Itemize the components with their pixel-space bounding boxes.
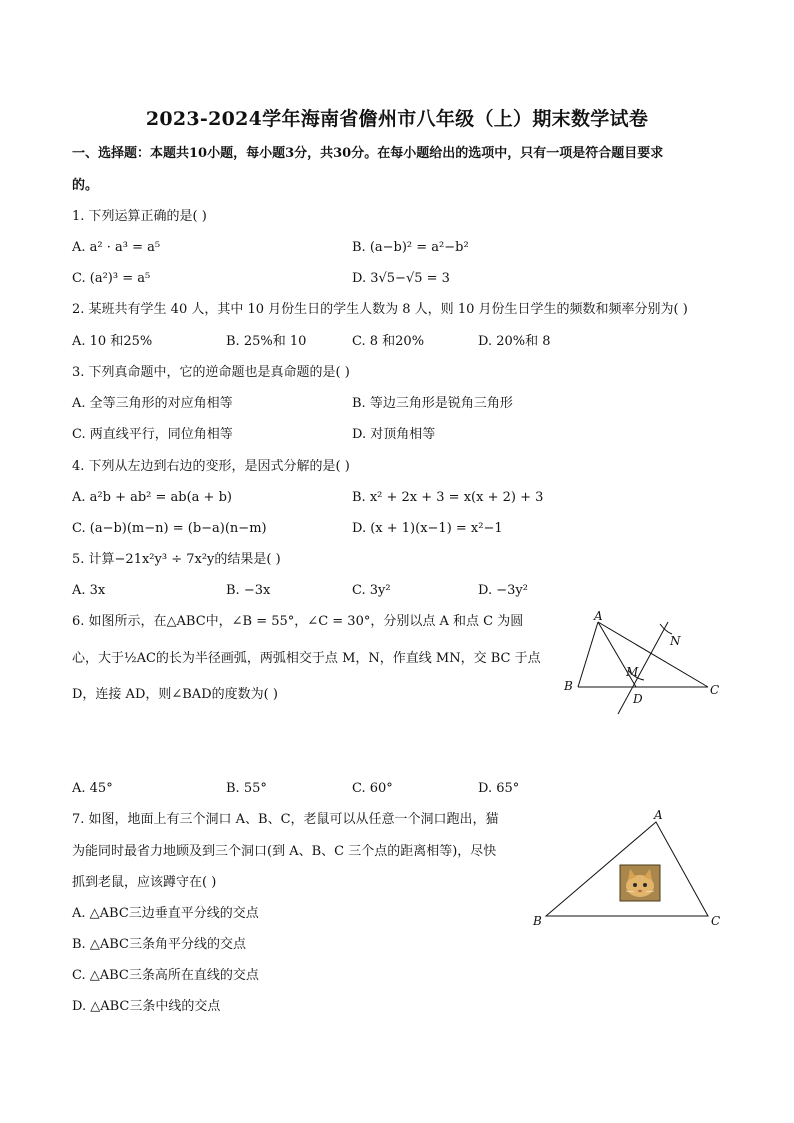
q2-option-c: C. 8 和20% bbox=[352, 334, 425, 349]
q7-stem-line3: 抓到老鼠，应该蹲守在( ) bbox=[72, 875, 217, 890]
q2-stem: 2. 某班共有学生 40 人，其中 10 月份生日的学生人数为 8 人，则 10 月份生日学生的频数和频率分别为( ) bbox=[72, 302, 688, 317]
q7-label-c: C bbox=[711, 914, 721, 928]
q5-option-d: D. −3y² bbox=[478, 583, 528, 598]
q1-option-c: C. (a²)³ = a⁵ bbox=[72, 271, 151, 286]
section-heading-line1: 一、选择题：本题共10小题，每小题3分，共30分。在每小题给出的选项中，只有一项是符合题目要求 bbox=[72, 146, 664, 161]
q1-option-d: D. 3√5−√5 = 3 bbox=[352, 271, 450, 286]
q4-option-c: C. (a−b)(m−n) = (b−a)(n−m) bbox=[72, 521, 267, 536]
q7-label-a: A bbox=[654, 808, 663, 822]
q4-stem: 4. 下列从左边到右边的变形，是因式分解的是( ) bbox=[72, 459, 350, 474]
q4-option-a: A. a²b + ab² = ab(a + b) bbox=[72, 490, 232, 505]
q7-option-c: C. △ABC三条高所在直线的交点 bbox=[72, 968, 259, 983]
q6-option-a: A. 45° bbox=[72, 781, 113, 796]
q7-option-a: A. △ABC三边垂直平分线的交点 bbox=[72, 906, 259, 921]
q1-option-a: A. a² · a³ = a⁵ bbox=[72, 240, 161, 255]
q7-stem-line2: 为能同时最省力地顾及到三个洞口(到 A、B、C 三个点的距离相等)，尽快 bbox=[72, 844, 497, 859]
q3-stem: 3. 下列真命题中，它的逆命题也是真命题的是( ) bbox=[72, 365, 350, 380]
q6-label-d: D bbox=[633, 692, 643, 706]
q6-segment-ab bbox=[578, 622, 598, 687]
q7-triangle-figure bbox=[528, 806, 728, 932]
q5-option-b: B. −3x bbox=[226, 583, 271, 598]
q5-option-a: A. 3x bbox=[72, 583, 106, 598]
q3-option-b: B. 等边三角形是锐角三角形 bbox=[352, 396, 513, 411]
q6-label-a: A bbox=[594, 609, 603, 623]
q6-triangle-figure bbox=[556, 608, 726, 720]
q7-stem-line1: 7. 如图，地面上有三个洞口 A、B、C，老鼠可以从任意一个洞口跑出，猫 bbox=[72, 812, 499, 827]
q6-segment-ac bbox=[598, 622, 708, 687]
q3-option-d: D. 对顶角相等 bbox=[352, 427, 436, 442]
q7-option-d: D. △ABC三条中线的交点 bbox=[72, 999, 221, 1014]
q4-option-d: D. (x + 1)(x−1) = x²−1 bbox=[352, 521, 503, 536]
exam-title: 2023-2024学年海南省儋州市八年级（上）期末数学试卷 bbox=[145, 108, 649, 130]
q1-stem: 1. 下列运算正确的是( ) bbox=[72, 209, 207, 224]
q6-option-d: D. 65° bbox=[478, 781, 520, 796]
q6-stem-line3: D，连接 AD，则∠BAD的度数为( ) bbox=[72, 687, 278, 702]
q3-option-a: A. 全等三角形的对应角相等 bbox=[72, 396, 233, 411]
q2-option-a: A. 10 和25% bbox=[72, 334, 153, 349]
q6-stem-line2: 心，大于½AC的长为半径画弧，两弧相交于点 M，N，作直线 MN，交 BC 于点 bbox=[72, 651, 541, 666]
q7-option-b: B. △ABC三条角平分线的交点 bbox=[72, 937, 246, 952]
q6-label-b: B bbox=[564, 679, 573, 693]
q3-option-c: C. 两直线平行，同位角相等 bbox=[72, 427, 233, 442]
q2-option-d: D. 20%和 8 bbox=[478, 334, 551, 349]
q5-stem: 5. 计算−21x²y³ ÷ 7x²y的结果是( ) bbox=[72, 552, 281, 567]
q6-label-c: C bbox=[710, 683, 720, 697]
q6-option-c: C. 60° bbox=[352, 781, 393, 796]
q1-option-b: B. (a−b)² = a²−b² bbox=[352, 240, 469, 255]
q6-stem-line1: 6. 如图所示，在△ABC中，∠B = 55°，∠C = 30°，分别以点 A 和点 C 为圆 bbox=[72, 614, 524, 629]
section-heading-line2: 的。 bbox=[72, 178, 99, 193]
q6-label-n: N bbox=[670, 634, 681, 648]
cat-picture bbox=[620, 865, 660, 901]
q4-option-b: B. x² + 2x + 3 = x(x + 2) + 3 bbox=[352, 490, 544, 505]
q6-option-b: B. 55° bbox=[226, 781, 267, 796]
q7-label-b: B bbox=[533, 914, 542, 928]
q5-option-c: C. 3y² bbox=[352, 583, 391, 598]
q6-label-m: M bbox=[626, 665, 639, 679]
q2-option-b: B. 25%和 10 bbox=[226, 334, 307, 349]
